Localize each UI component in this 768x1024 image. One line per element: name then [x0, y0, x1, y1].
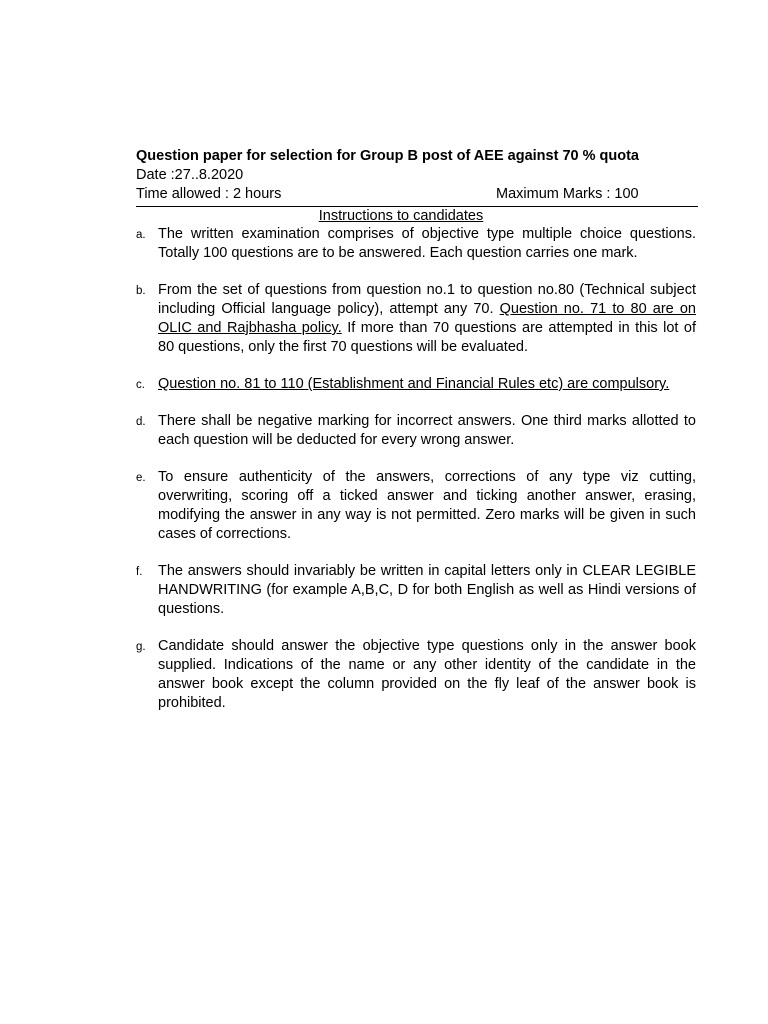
item-text-underlined: Question no. 81 to 110 (Establishment and Financial Rules etc) are compulsory. [158, 376, 670, 392]
instruction-item-e [136, 468, 696, 544]
item-marker: e. [136, 472, 146, 484]
item-marker: c. [136, 379, 145, 391]
item-text: There shall be negative marking for incorrect answers. One third marks allotted to each question will be deducted for every wrong answer. [158, 413, 696, 448]
instruction-item-c [136, 375, 696, 394]
item-text: The written examination comprises of objective type multiple choice questions. Totally 100 questions are to be answered. Each question carries one mark. [158, 226, 696, 261]
item-text: If more than 70 questions are attempted in this lot of 80 questions, only the first 70 questions will be evaluated. [158, 320, 696, 355]
instructions-heading: Instructions to candidates [318, 208, 484, 224]
instruction-item-b [136, 281, 696, 357]
paper-title: Question paper for selection for Group B post of AEE against 70 % quota [136, 148, 639, 164]
time-allowed: Time allowed : 2 hours [136, 186, 282, 202]
document-content [136, 146, 696, 731]
instruction-item-f [136, 562, 696, 619]
instruction-item-g [136, 637, 696, 713]
item-marker: d. [136, 416, 146, 428]
item-text: To ensure authenticity of the answers, corrections of any type viz cutting, overwriting, scoring off a ticked answer and ticking another answer, erasing, modifying the answer in any way is not permitted. Zero marks will be given in such cases of corrections. [158, 469, 696, 542]
item-marker: g. [136, 641, 146, 653]
item-marker: b. [136, 285, 146, 297]
maximum-marks: Maximum Marks : 100 [496, 186, 639, 202]
item-text-underlined: Question no. 71 to 80 are on OLIC and Rajbhasha policy. [158, 301, 696, 336]
item-text: From the set of questions from question no.1 to question no.80 (Technical subject including Official language policy), attempt any 70. [158, 282, 696, 317]
item-marker: f. [136, 566, 143, 578]
item-marker: a. [136, 229, 146, 241]
instructions-list [136, 225, 696, 713]
item-text: The answers should invariably be written in capital letters only in CLEAR LEGIBLE HANDWRITING (for example A,B,C, D for both English as well as Hindi versions of questions. [158, 563, 696, 617]
instruction-item-d [136, 412, 696, 450]
item-text: Candidate should answer the objective type questions only in the answer book supplied. Indications of the name or any other identity of the candidate in the answer book except the column provided on the fly leaf of the answer book is prohibited. [158, 638, 696, 711]
exam-date: Date :27..8.2020 [136, 167, 244, 183]
time-marks-row [136, 185, 696, 204]
instruction-item-a [136, 225, 696, 263]
